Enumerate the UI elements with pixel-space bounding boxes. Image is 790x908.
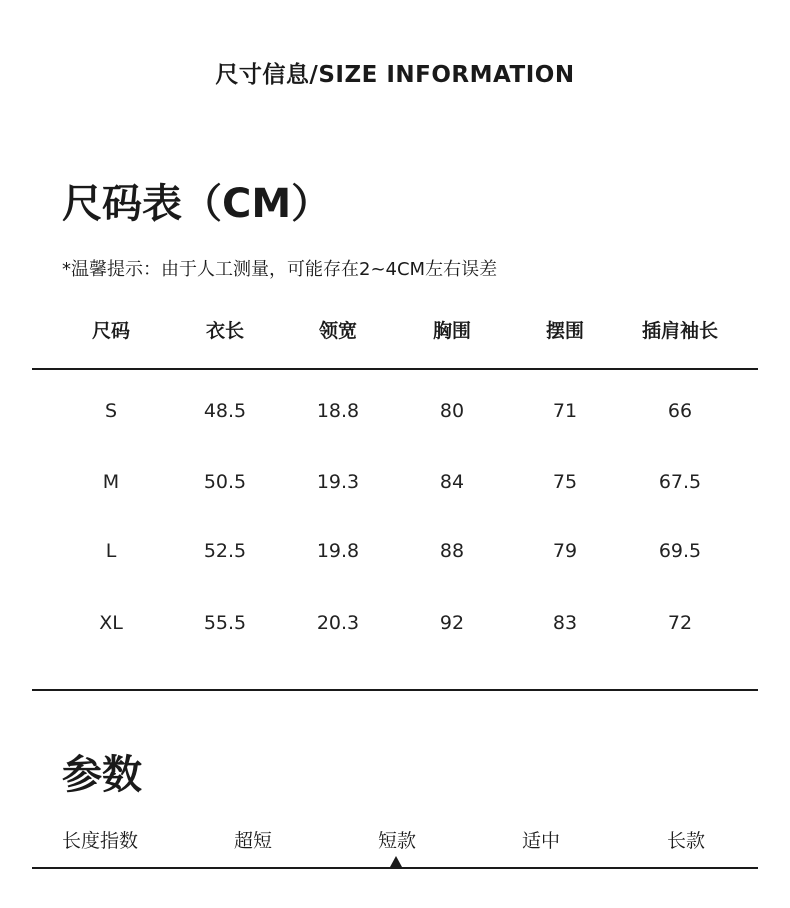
column-header-size: 尺码 (91, 320, 130, 342)
hem-cell: 75 (552, 471, 578, 493)
collar-width-cell: 20.3 (316, 612, 360, 634)
table-top-divider (32, 368, 758, 370)
page-banner: 尺寸信息/SIZE INFORMATION (215, 62, 575, 88)
measurement-note: *温馨提示：由于人工测量，可能存在2~4CM左右误差 (62, 259, 498, 280)
length-cell: 48.5 (203, 400, 247, 422)
collar-width-cell: 19.8 (316, 540, 360, 562)
length-scale-line (32, 867, 758, 869)
raglan-sleeve-cell: 67.5 (658, 471, 702, 493)
collar-width-cell: 18.8 (316, 400, 360, 422)
size-chart-title: 尺码表（CM） (62, 181, 332, 227)
length-cell: 52.5 (203, 540, 247, 562)
chest-cell: 84 (439, 471, 465, 493)
length-cell: 55.5 (203, 612, 247, 634)
length-index-label: 长度指数 (62, 830, 139, 852)
hem-cell: 71 (552, 400, 578, 422)
raglan-sleeve-cell: 72 (667, 612, 693, 634)
raglan-sleeve-cell: 66 (667, 400, 693, 422)
length-option-regular: 适中 (521, 830, 560, 852)
length-option-short: 短款 (377, 830, 416, 852)
hem-cell: 83 (552, 612, 578, 634)
column-header-collar-width: 领宽 (318, 320, 357, 342)
collar-width-cell: 19.3 (316, 471, 360, 493)
chest-cell: 92 (439, 612, 465, 634)
table-bottom-divider (32, 689, 758, 691)
length-option-long: 长款 (666, 830, 705, 852)
column-header-hem: 摆围 (545, 320, 584, 342)
selected-length-marker-icon (390, 856, 402, 867)
size-cell: XL (99, 612, 123, 634)
size-cell: S (104, 400, 118, 422)
params-title: 参数 (62, 752, 142, 798)
chest-cell: 88 (439, 540, 465, 562)
length-cell: 50.5 (203, 471, 247, 493)
column-header-length: 衣长 (205, 320, 244, 342)
length-option-extra-short: 超短 (233, 830, 272, 852)
size-cell: L (105, 540, 117, 562)
size-cell: M (102, 471, 120, 493)
column-header-chest: 胸围 (432, 320, 471, 342)
hem-cell: 79 (552, 540, 578, 562)
chest-cell: 80 (439, 400, 465, 422)
raglan-sleeve-cell: 69.5 (658, 540, 702, 562)
column-header-raglan-sleeve: 插肩袖长 (641, 320, 718, 342)
